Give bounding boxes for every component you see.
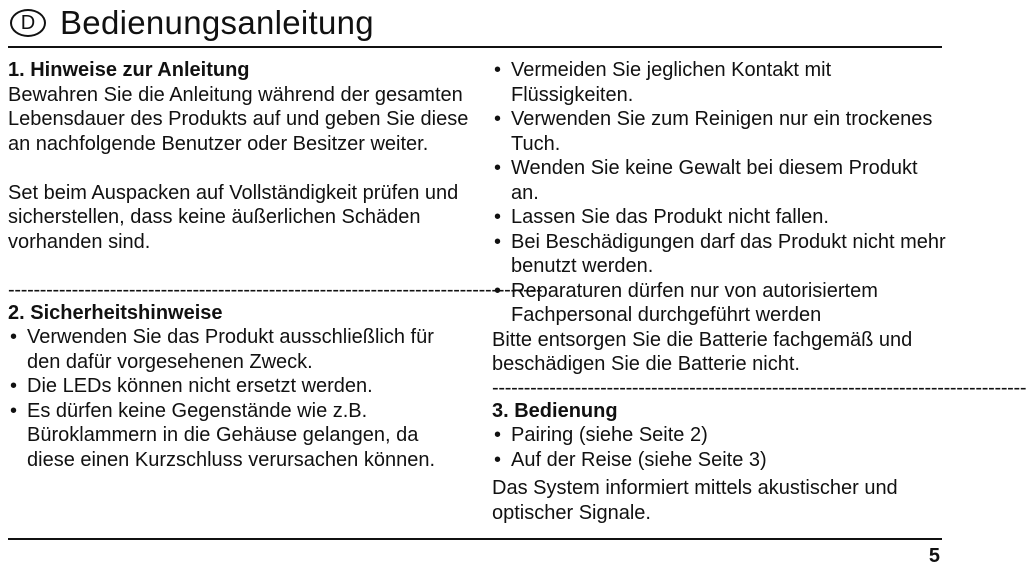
left-column <box>8 58 543 472</box>
section-divider: ------------------------------------------------------------------------------------ <box>8 278 543 301</box>
operation-list <box>492 423 948 472</box>
paragraph-gap <box>8 156 470 181</box>
safety-list-continued <box>492 58 948 328</box>
list-item: • Wenden Sie keine Gewalt bei diesem Produkt an. <box>492 156 948 205</box>
page-header <box>10 4 374 42</box>
list-item: • Pairing (siehe Seite 2) <box>492 423 948 448</box>
section-2-heading: 2. Sicherheitshinweise <box>8 301 223 324</box>
page-number: 5 <box>928 545 940 567</box>
list-item: • Die LEDs können nicht ersetzt werden. <box>8 374 470 399</box>
header-rule <box>8 46 942 48</box>
section-1-paragraph: Set beim Auspacken auf Vollständigkeit prüfen und sicherstellen, dass keine äußerlichen Schäden vorhanden sind. <box>8 181 459 253</box>
list-item: • Vermeiden Sie jeglichen Kontakt mit Flüssigkeiten. <box>492 58 948 107</box>
list-item: • Verwenden Sie zum Reinigen nur ein trockenes Tuch. <box>492 107 948 156</box>
footer-rule <box>8 538 942 540</box>
list-item: • Bei Beschädigungen darf das Produkt nicht mehr benutzt werden. <box>492 230 948 279</box>
language-badge: D <box>10 9 46 37</box>
section-1-paragraph: Bewahren Sie die Anleitung während der gesamten Lebensdauer des Produkts auf und geben Sie diese an nachfolgende Benutzer oder Besitzer weiter. <box>8 83 469 155</box>
list-item: • Es dürfen keine Gegenstände wie z.B. Büroklammern in die Gehäuse gelangen, da diese einen Kurzschluss verursachen können. <box>8 399 470 473</box>
safety-list <box>8 325 470 472</box>
right-column <box>492 58 1026 525</box>
paragraph-gap <box>8 254 470 279</box>
section-3-heading: 3. Bedienung <box>492 399 618 422</box>
list-item: • Reparaturen dürfen nur von autorisiertem Fachpersonal durchgeführt werden <box>492 279 948 328</box>
page-title: Bedienungsanleitung <box>60 4 374 41</box>
section-1-heading: 1. Hinweise zur Anleitung <box>8 59 250 81</box>
system-info-paragraph: Das System informiert mittels akustischer und optischer Signale. <box>492 477 898 524</box>
battery-note: Bitte entsorgen Sie die Batterie fachgemäß und beschädigen Sie die Batterie nicht. <box>492 328 913 375</box>
list-item: • Auf der Reise (siehe Seite 3) <box>492 448 948 473</box>
list-item: • Lassen Sie das Produkt nicht fallen. <box>492 205 948 230</box>
list-item: • Verwenden Sie das Produkt ausschließlich für den dafür vorgesehenen Zweck. <box>8 325 470 374</box>
section-divider: ------------------------------------------------------------------------------------ <box>492 376 1026 399</box>
